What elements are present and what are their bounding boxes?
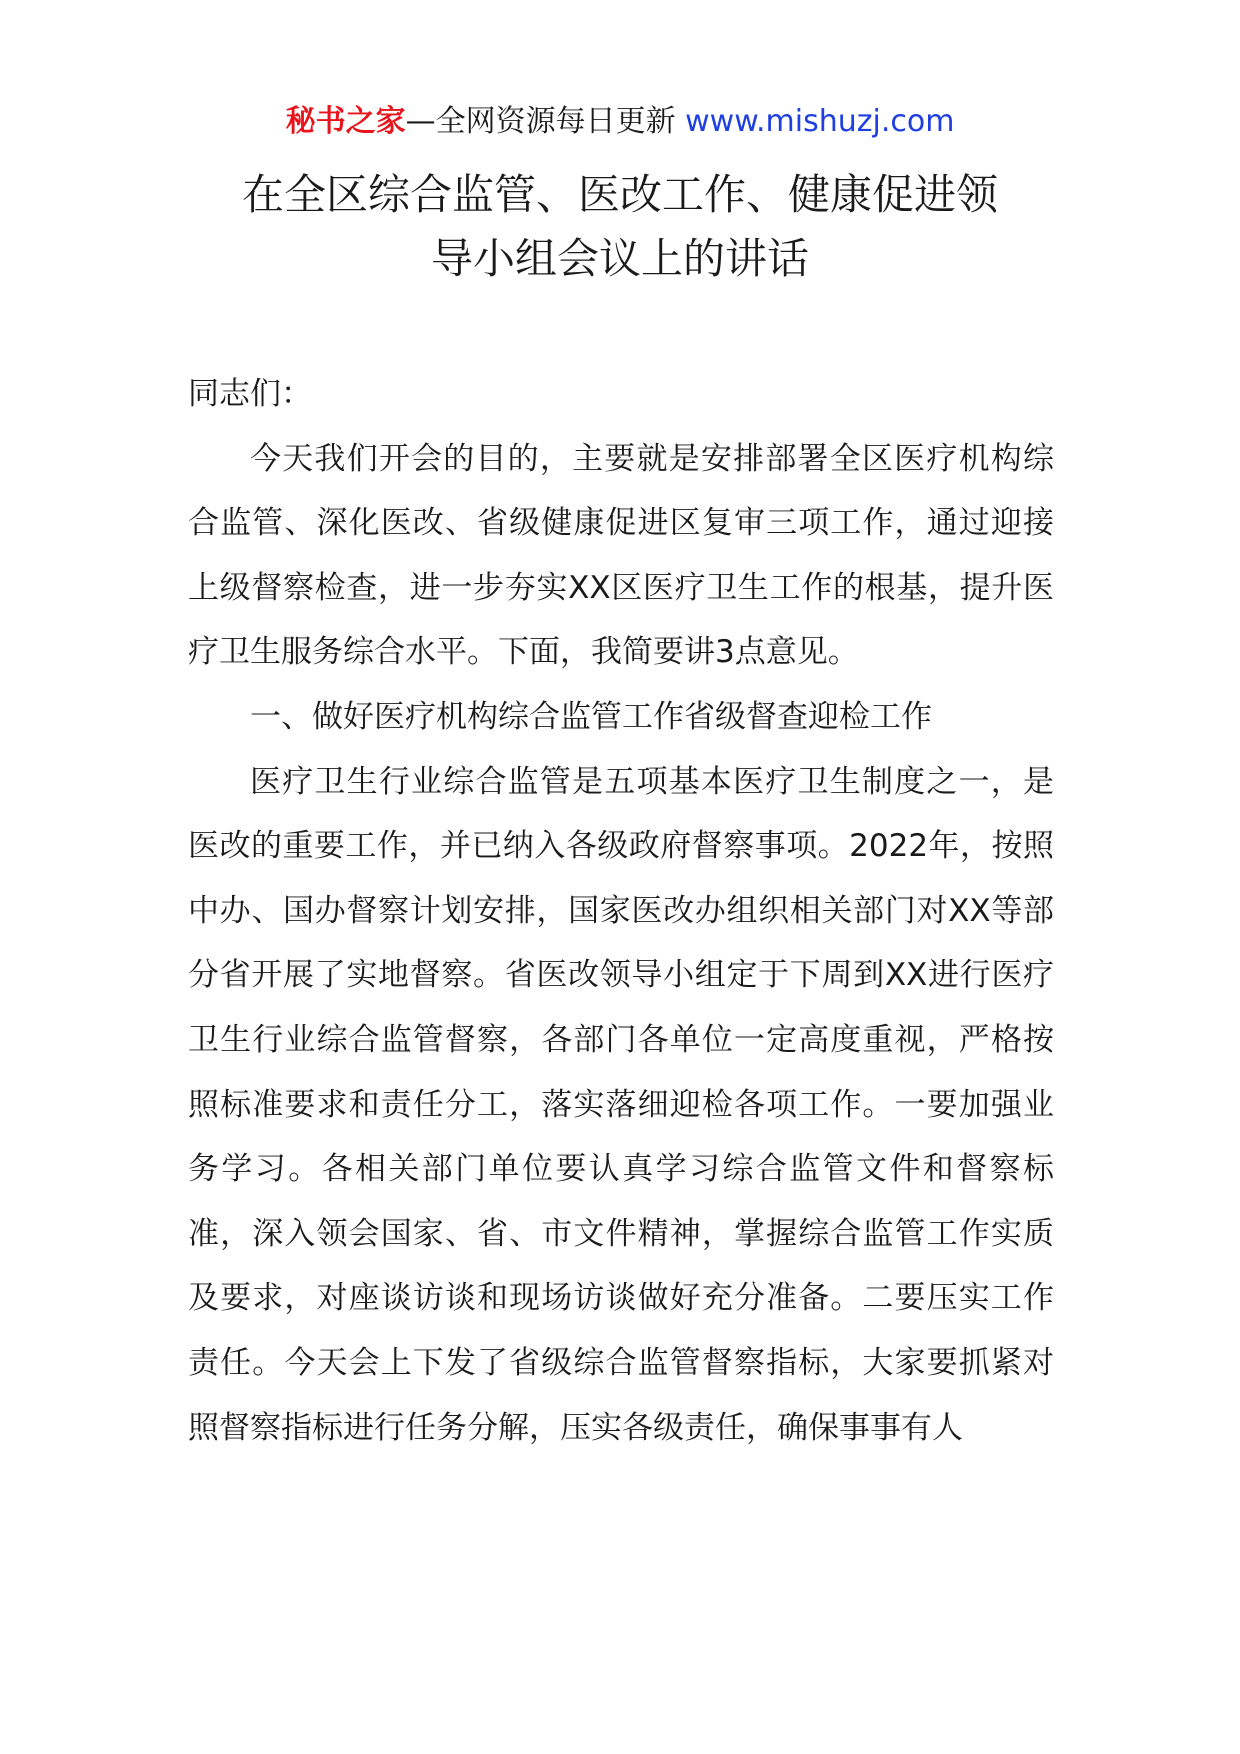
section-heading-1: 一、做好医疗机构综合监管工作省级督查迎检工作	[250, 698, 932, 735]
title-line-1: 在全区综合监管、医改工作、健康促进领	[241, 170, 998, 219]
paragraph-intro: 今天我们开会的目的，主要就是安排部署全区医疗机构综合监管、深化医改、省级健康促进区复审三项工作，通过迎接上级督察检查，进一步夯实XX区医疗卫生工作的根基，提升医疗卫生服务综合水平。下面，我简要讲3点意见。	[188, 440, 1054, 671]
salutation: 同志们：	[188, 376, 312, 412]
title-line-2: 导小组会议上的讲话	[430, 234, 809, 283]
document-title	[150, 163, 1090, 291]
brand-name: 秘书之家	[285, 104, 406, 139]
header-banner	[0, 102, 1240, 142]
paragraph-section-1: 医疗卫生行业综合监管是五项基本医疗卫生制度之一，是医改的重要工作，并已纳入各级政府督察事项。2022年，按照中办、国办督察计划安排，国家医改办组织相关部门对XX等部分省开展了实地督察。省医改领导小组定于下周到XX进行医疗卫生行业综合监管督察，各部门各单位一定高度重视，严格按照标准要求和责任分工，落实落细迎检各项工作。一要加强业务学习。各相关部门单位要认真学习综合监管文件和督察标准，深入领会国家、省、市文件精神，掌握综合监管工作实质及要求，对座谈访谈和现场访谈做好充分准备。二要压实工作责任。今天会上下发了省级综合监管督察指标，大家要抓紧对照督察指标进行任务分解，压实各级责任，确保事事有人	[188, 763, 1054, 1446]
site-url-link[interactable]: www.mishuzj.com	[685, 104, 955, 139]
header-slogan: —全网资源每日更新	[405, 104, 686, 139]
document-body	[188, 362, 1054, 1460]
